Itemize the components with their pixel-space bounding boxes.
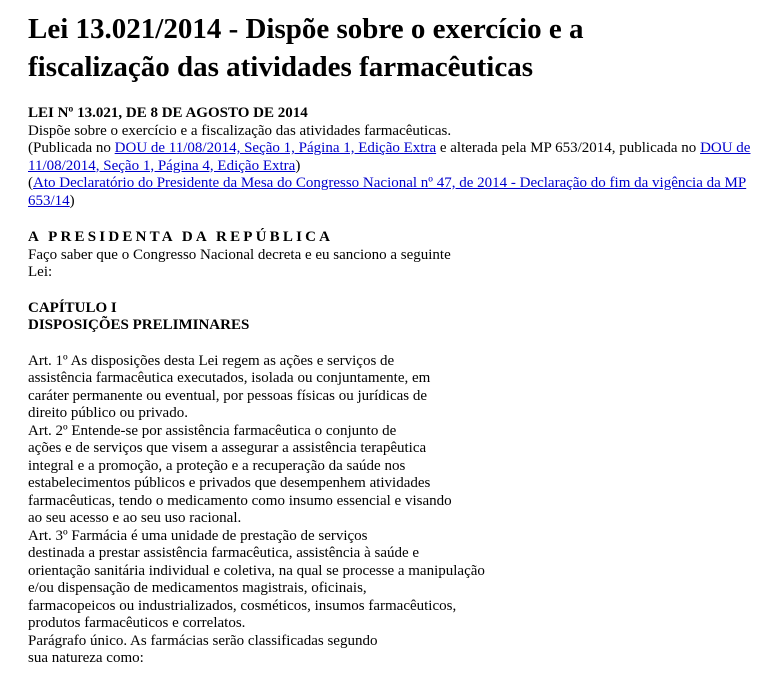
- dou-page-4-link[interactable]: DOU de 11/08/2014, Seção 1, Página 4, Edição Extra: [28, 140, 751, 174]
- chapter-heading: [28, 300, 753, 335]
- article-line: assistência farmacêutica executados, isolada ou conjuntamente, em: [28, 370, 431, 386]
- sanction-line-2: Lei:: [28, 264, 53, 280]
- ato-declaratorio-link[interactable]: Ato Declaratório do Presidente da Mesa do Congresso Nacional nº 47, de 2014 - Declaração do fim da vigência da MP 653/14: [28, 175, 747, 209]
- article-line: Parágrafo único. As farmácias serão classificadas segundo: [28, 632, 378, 649]
- document-page: [28, 10, 753, 668]
- act-suffix: ): [69, 192, 75, 209]
- article-line: produtos farmacêuticos e correlatos.: [28, 615, 246, 631]
- publication-note: [28, 140, 753, 175]
- chapter-title: DISPOSIÇÕES PRELIMINARES: [28, 317, 250, 333]
- article-line: ao seu acesso e ao seu uso racional.: [28, 510, 242, 526]
- article-line: farmacopeicos ou industrializados, cosméticos, insumos farmacêuticos,: [28, 597, 457, 614]
- articles-body: [28, 353, 753, 668]
- publication-middle: e alterada pela MP 653/2014, publicada no: [436, 140, 701, 156]
- article-line: caráter permanente ou eventual, por pessoas físicas ou jurídicas de: [28, 387, 428, 404]
- law-heading: LEI Nº 13.021, DE 8 DE AGOSTO DE 2014: [28, 105, 308, 121]
- article-line: Art. 2º Entende-se por assistência farmacêutica o conjunto de: [28, 422, 397, 439]
- sanction-text: [28, 247, 753, 282]
- article-line: farmacêuticas, tendo o medicamento como insumo essencial e visando: [28, 492, 452, 509]
- president-heading: A PRESIDENTA DA REPÚBLICA: [28, 229, 334, 245]
- title-line-2: fiscalização das atividades farmacêuticas: [28, 51, 534, 83]
- ementa: Dispõe sobre o exercício e a fiscalização das atividades farmacêuticas.: [28, 122, 452, 139]
- publication-suffix: ): [295, 157, 301, 174]
- act-prefix: (: [28, 175, 33, 191]
- chapter-number: CAPÍTULO I: [28, 299, 117, 316]
- dou-page-1-link[interactable]: DOU de 11/08/2014, Seção 1, Página 1, Edição Extra: [114, 140, 437, 156]
- page-title: [28, 10, 753, 86]
- article-line: integral e a promoção, a proteção e a recuperação da saúde nos: [28, 457, 406, 474]
- article-line: ações e de serviços que visem a assegurar a assistência terapêutica: [28, 440, 427, 456]
- publication-prefix: (Publicada no: [28, 140, 115, 156]
- article-line: destinada a prestar assistência farmacêutica, assistência à saúde e: [28, 545, 420, 561]
- sanction-line-1: Faço saber que o Congresso Nacional decreta e eu sanciono a seguinte: [28, 246, 451, 263]
- act-note: [28, 175, 753, 210]
- title-line-1: Lei 13.021/2014 - Dispõe sobre o exercício e a: [28, 13, 584, 45]
- law-header: [28, 105, 753, 210]
- article-line: estabelecimentos públicos e privados que desempenhem atividades: [28, 475, 431, 491]
- article-line: orientação sanitária individual e coletiva, na qual se processe a manipulação: [28, 562, 485, 579]
- article-line: sua natureza como:: [28, 650, 144, 666]
- article-line: e/ou dispensação de medicamentos magistrais, oficinais,: [28, 580, 367, 596]
- article-line: Art. 1º As disposições desta Lei regem as ações e serviços de: [28, 352, 395, 369]
- article-line: direito público ou privado.: [28, 405, 188, 421]
- article-line: Art. 3º Farmácia é uma unidade de prestação de serviços: [28, 527, 368, 544]
